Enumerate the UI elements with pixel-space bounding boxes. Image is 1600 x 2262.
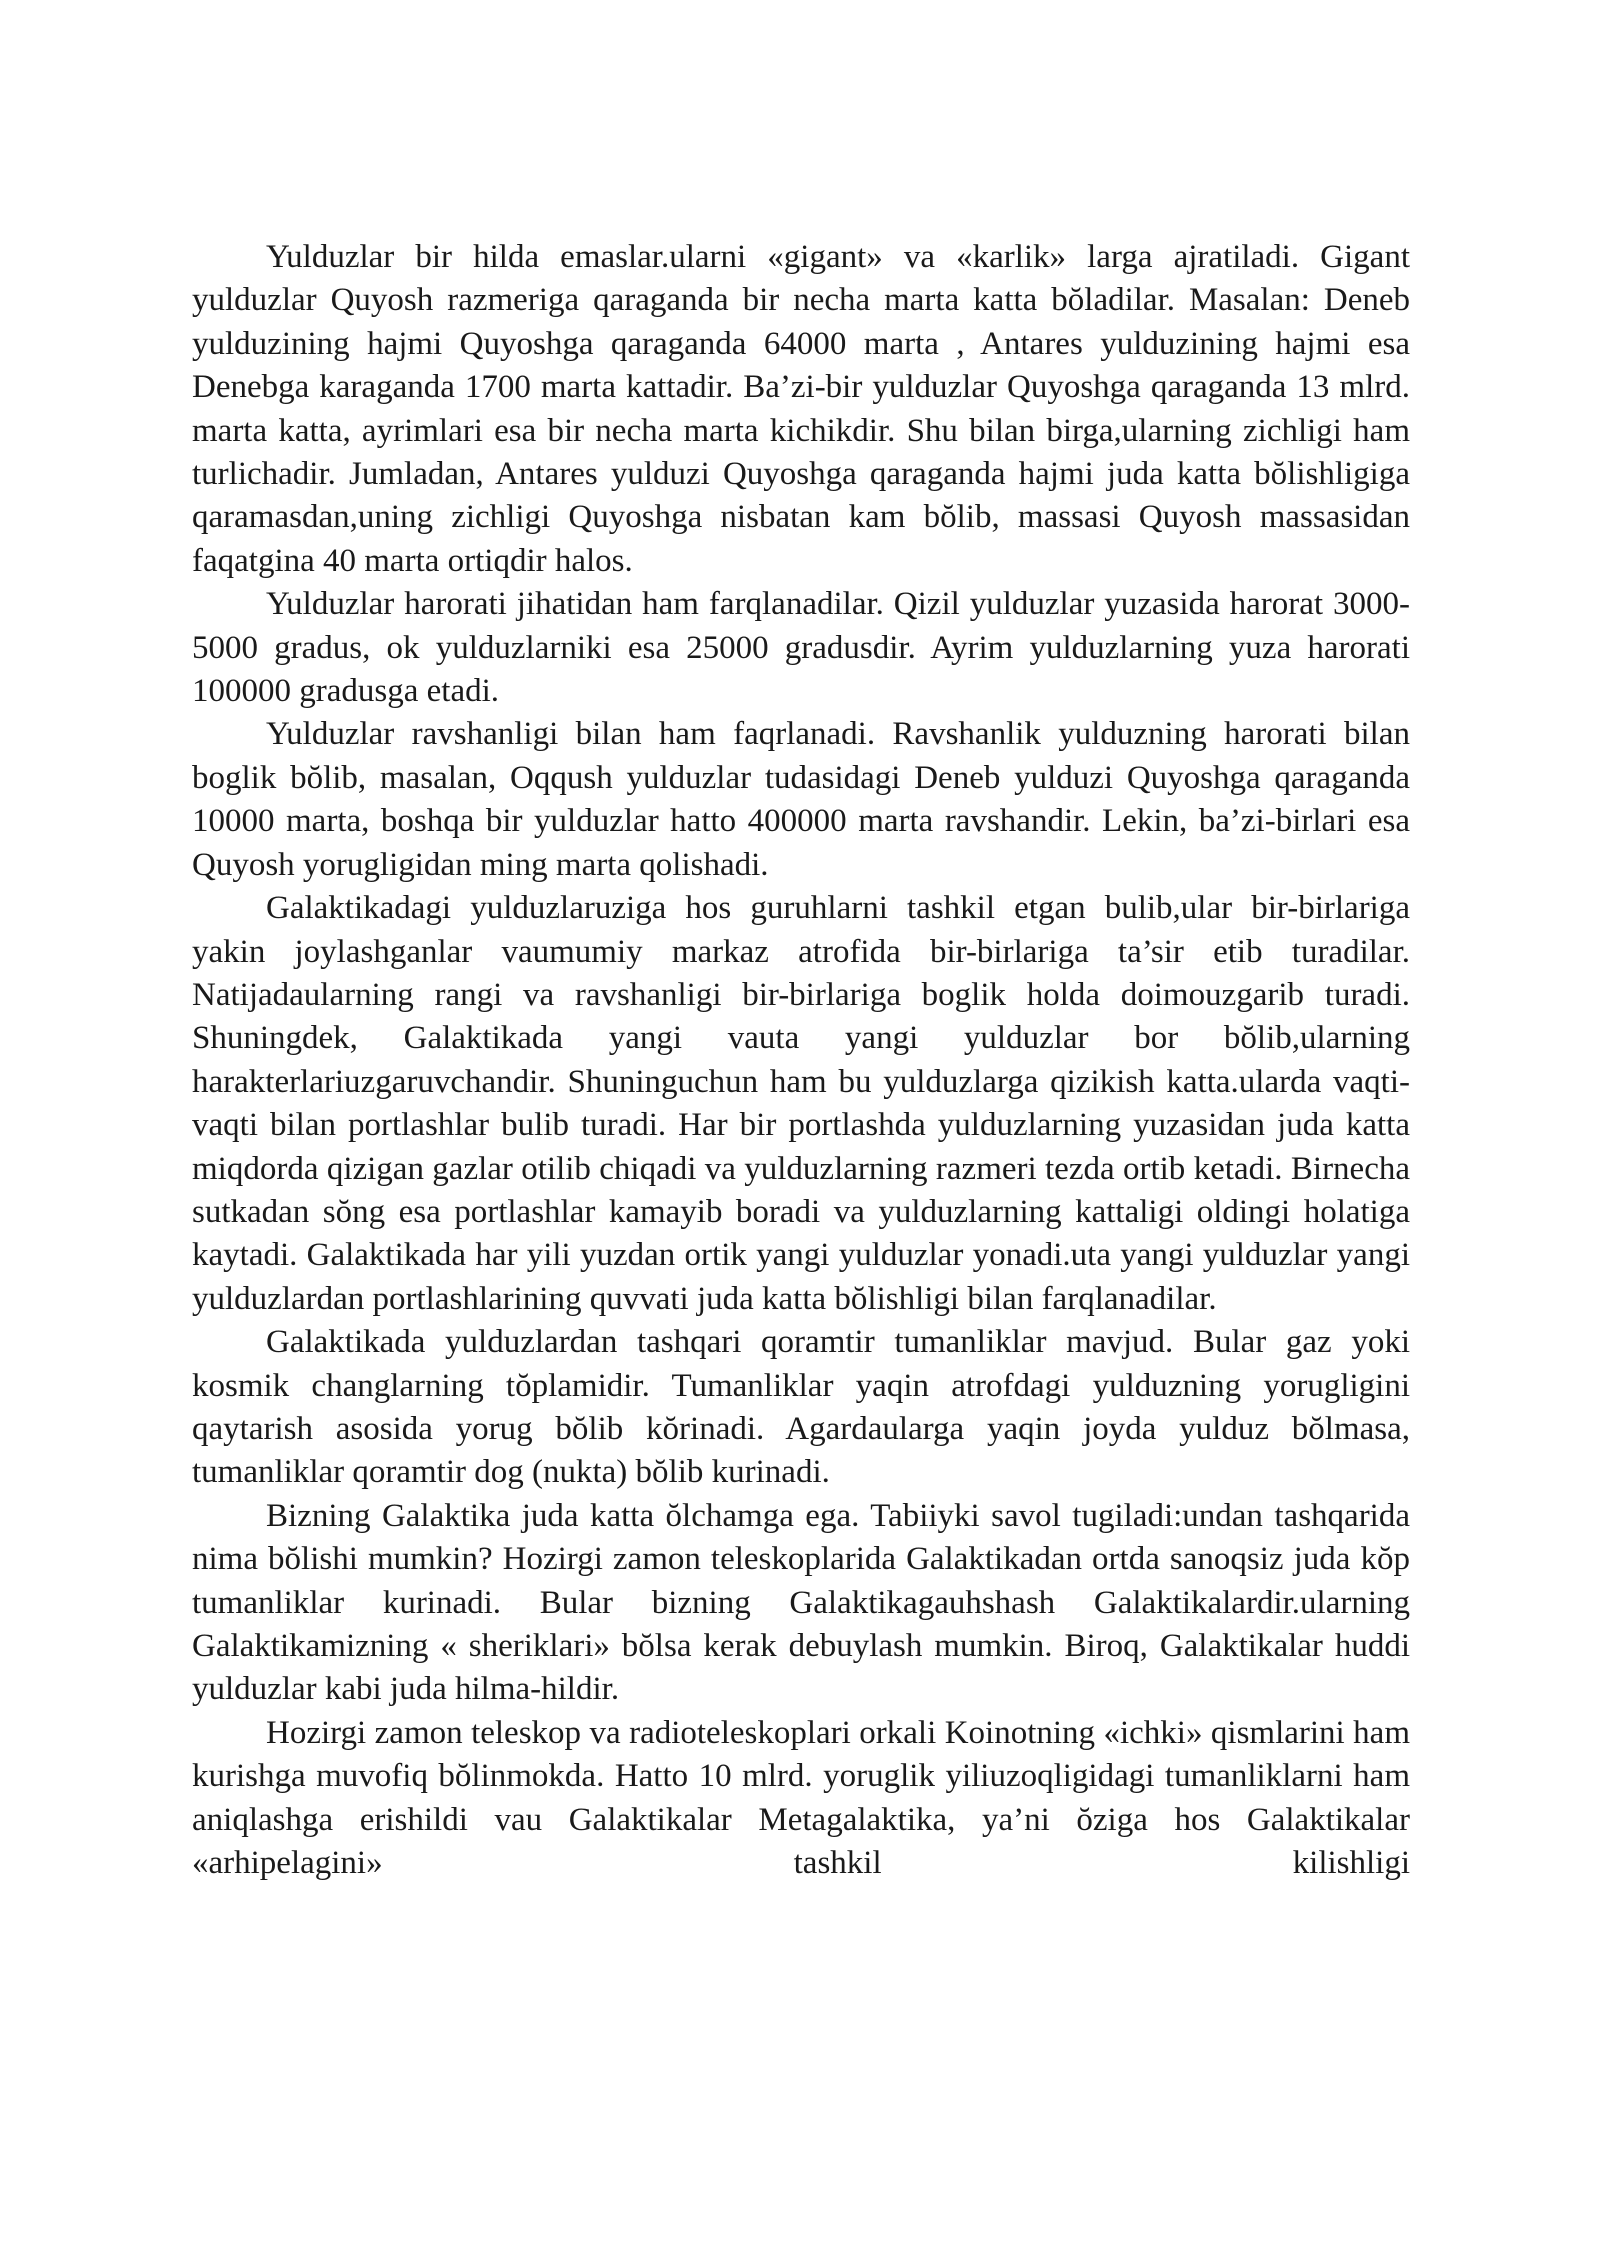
document-page bbox=[192, 236, 1410, 1885]
paragraph-star-brightness: Yulduzlar ravshanligi bilan ham faqrlanadi. Ravshanlik yulduzning harorati bilan boglik bŏlib, masalan, Oqqush yulduzlar tudasidagi Deneb yulduzi Quyoshga qaraganda 10000 marta, boshqa bir yulduzlar hatto 400000 marta ravshandir. Lekin, ba’zi-birlari esa Quyosh yorugligidan ming marta qolishadi. bbox=[192, 716, 1410, 883]
paragraph-star-temperature: Yulduzlar harorati jihatidan ham farqlanadilar. Qizil yulduzlar yuzasida harorat 3000-5000 gradus, ok yulduzlarniki esa 25000 gradusdir. Ayrim yulduzlarning yuza harorati 100000 gradusga etadi. bbox=[192, 586, 1410, 710]
paragraph-star-groups: Galaktikadagi yulduzlaruziga hos guruhlarni tashkil etgan bulib,ular bir-birlariga yakin joylashganlar vaumumiy markaz atrofida bir-birlariga ta’sir etib turadilar. Natijadaularning rangi va ravshanligi bir-birlariga boglik holda doimouzgarib turadi. Shuningdek, Galaktikada yangi vauta yangi yulduzlar bor bŏlib,ularning harakterlariuzgaruvchandir. Shuninguchun ham bu yulduzlarga qizikish katta.ularda vaqti-vaqti bilan portlashlar bulib turadi. Har bir portlashda yulduzlarning yuzasidan juda katta miqdorda qizigan gazlar otilib chiqadi va yulduzlarning razmeri tezda ortib ketadi. Birnecha sutkadan sŏng esa portlashlar kamayib boradi va yulduzlarning kattaligi oldingi holatiga kaytadi. Galaktikada har yili yuzdan ortik yangi yulduzlar yonadi.uta yangi yulduzlar yangi yulduzlardan portlashlarining quvvati juda katta bŏlishligi bilan farqlanadilar. bbox=[192, 890, 1410, 1317]
paragraph-galaxy-size: Bizning Galaktika juda katta ŏlchamga ega. Tabiiyki savol tugiladi:undan tashqarida nima bŏlishi mumkin? Hozirgi zamon teleskoplarida Galaktikadan ortda sanoqsiz juda kŏp tumanliklar kurinadi. Bular bizning Galaktikagauhshash Galaktikalardir.ularning Galaktikamizning « sheriklari» bŏlsa kerak debuylash mumkin. Biroq, Galaktikalar huddi yulduzlar kabi juda hilma-hildir. bbox=[192, 1497, 1410, 1708]
paragraph-nebulae: Galaktikada yulduzlardan tashqari qoramtir tumanliklar mavjud. Bular gaz yoki kosmik changlarning tŏplamidir. Tumanliklar yaqin atrofdagi yulduzning yorugligini qaytarish asosida yorug bŏlib kŏrinadi. Agardaularga yaqin joyda yulduz bŏlmasa, tumanliklar qoramtir dog (nukta) bŏlib kurinadi. bbox=[192, 1324, 1410, 1491]
paragraph-metagalaxy: Hozirgi zamon teleskop va radioteleskoplari orkali Koinotning «ichki» qismlarini ham kurishga muvofiq bŏlinmokda. Hatto 10 mlrd. yoruglik yiliuzoqligidagi tumanliklarni ham aniqlashga erishildi vau Galaktikalar Metagalaktika, ya’ni ŏziga hos Galaktikalar «arhipelagini» tashkil kilishligi bbox=[192, 1714, 1410, 1882]
paragraph-giant-dwarf-stars: Yulduzlar bir hilda emaslar.ularni «gigant» va «karlik» larga ajratiladi. Gigant yulduzlar Quyosh razmeriga qaraganda bir necha marta katta bŏladilar. Masalan: Deneb yulduzining hajmi Quyoshga qaraganda 64000 marta , Antares yulduzining hajmi esa Denebga karaganda 1700 marta kattadir. Ba’zi-bir yulduzlar Quyoshga qaraganda 13 mlrd. marta katta, ayrimlari esa bir necha marta kichikdir. Shu bilan birga,ularning zichligi ham turlichadir. Jumladan, Antares yulduzi Quyoshga qaraganda hajmi juda katta bŏlishligiga qaramasdan,uning zichligi Quyoshga nisbatan kam bŏlib, massasi Quyosh massasidan faqatgina 40 marta ortiqdir halos. bbox=[192, 239, 1410, 579]
